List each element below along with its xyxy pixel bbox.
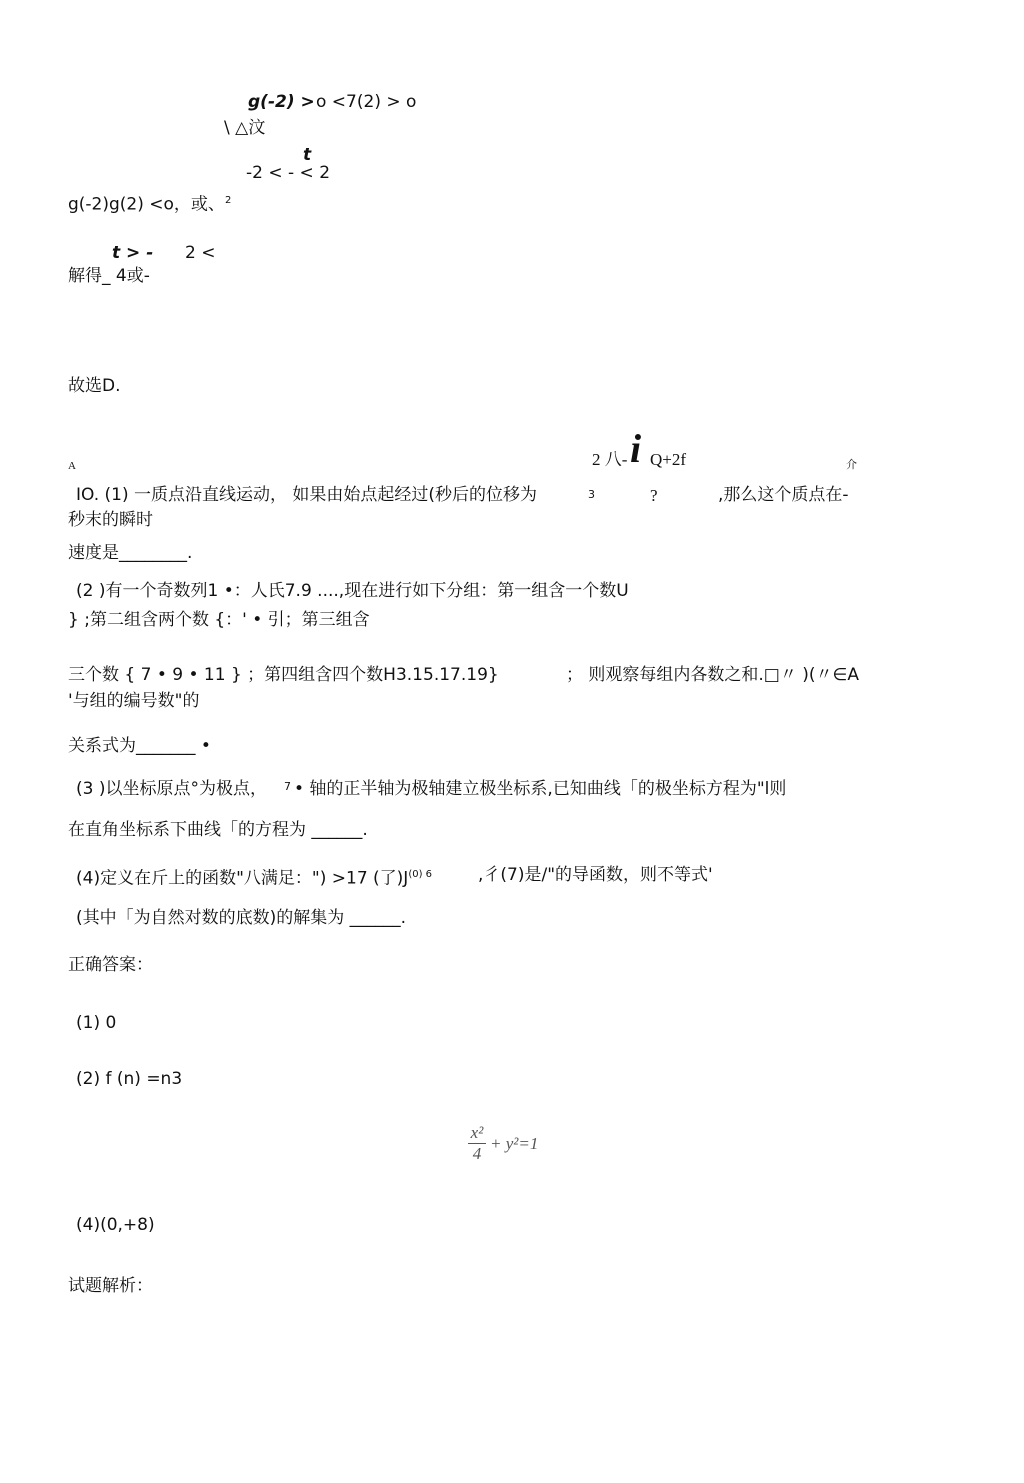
q10-line-b: ,那么这个质点在-	[718, 485, 849, 505]
line-2: \ △汶	[224, 118, 266, 138]
q4-line-c: (其中「为自然对数的底数)的解集为 ______.	[76, 908, 407, 928]
answer-2: (2) f (n) =n3	[76, 1069, 183, 1089]
q2-line-d: ； 则观察每组内各数之和.□〃 )(〃∈A	[566, 665, 859, 685]
line-5	[68, 191, 231, 215]
line-9c: i	[630, 426, 642, 471]
q4-line-a	[76, 865, 432, 889]
line-5-sup: 2	[224, 195, 232, 206]
line-1b: o <7(2) > o	[316, 92, 417, 112]
q2-line-f: 关系式为_______ •	[68, 736, 211, 756]
q2-line-a: (2 )有一个奇数列1 •：人氏7.9 ....,现在进行如下分组：第一组含一个数U	[76, 581, 629, 601]
answer-4: (4)(0,+8)	[76, 1215, 155, 1235]
answer-1: (1) 0	[76, 1013, 117, 1033]
q2-line-c: 三个数 { 7 • 9 • 11 } ；第四组含四个数H3.15.17.19}	[68, 665, 499, 685]
answer-3-rest: + y²=1	[490, 1133, 539, 1153]
q4-line-b: ,彳(7)是/"的导函数，则不等式'	[478, 865, 713, 885]
q10-question: ?	[650, 486, 658, 505]
line-9e: 介	[846, 459, 857, 471]
answer-3-denominator: 4	[472, 1144, 482, 1163]
line-7: 解得_ 4或-	[68, 266, 150, 286]
line-3: t	[303, 145, 312, 165]
q3-line-a: (3 )以坐标原点°为极点，	[76, 779, 267, 799]
answer-3-fraction	[468, 1124, 486, 1163]
q4-sup: (0) 6	[408, 869, 433, 880]
line-1a: g(-2) >	[248, 92, 315, 112]
answer-title: 正确答案：	[68, 955, 153, 975]
q10-line-d: 速度是________.	[68, 543, 193, 563]
q10-line-c: 秒末的瞬时	[68, 510, 153, 530]
line-9a: A	[68, 460, 76, 472]
line-9d: Q+2f	[650, 450, 687, 469]
q2-line-e: '与组的编号数"的	[68, 691, 200, 711]
explanation-title: 试题解析：	[68, 1276, 153, 1296]
line-6a: t > -	[112, 243, 154, 263]
q2-line-b: } ;第二组含两个数 {：' • 引；第三组含	[68, 610, 370, 630]
line-9b: 2 八-	[592, 450, 628, 469]
q3-sup: 7	[284, 780, 291, 793]
line-5-text: g(-2)g(2) <o，或、	[68, 194, 225, 215]
line-6b: 2 <	[185, 243, 216, 263]
q3-line-b: • 轴的正半轴为极轴建立极坐标系,已知曲线「的极坐标方程为"l则	[294, 779, 787, 799]
answer-3-formula	[468, 1124, 538, 1163]
q3-line-c: 在直角坐标系下曲线「的方程为 ______.	[68, 820, 368, 840]
q10-sup: 3	[588, 488, 595, 501]
q4-text-a: (4)定义在斤上的函数"八满足：") >17 (了)J	[76, 868, 409, 889]
answer-3-numerator: x²	[470, 1123, 484, 1142]
line-4: -2 < - < 2	[246, 163, 331, 183]
q10-line-a: IO. (1) 一质点沿直线运动， 如果由始点起经过(秒后的位移为	[76, 485, 538, 505]
line-8: 故选D.	[68, 376, 121, 396]
